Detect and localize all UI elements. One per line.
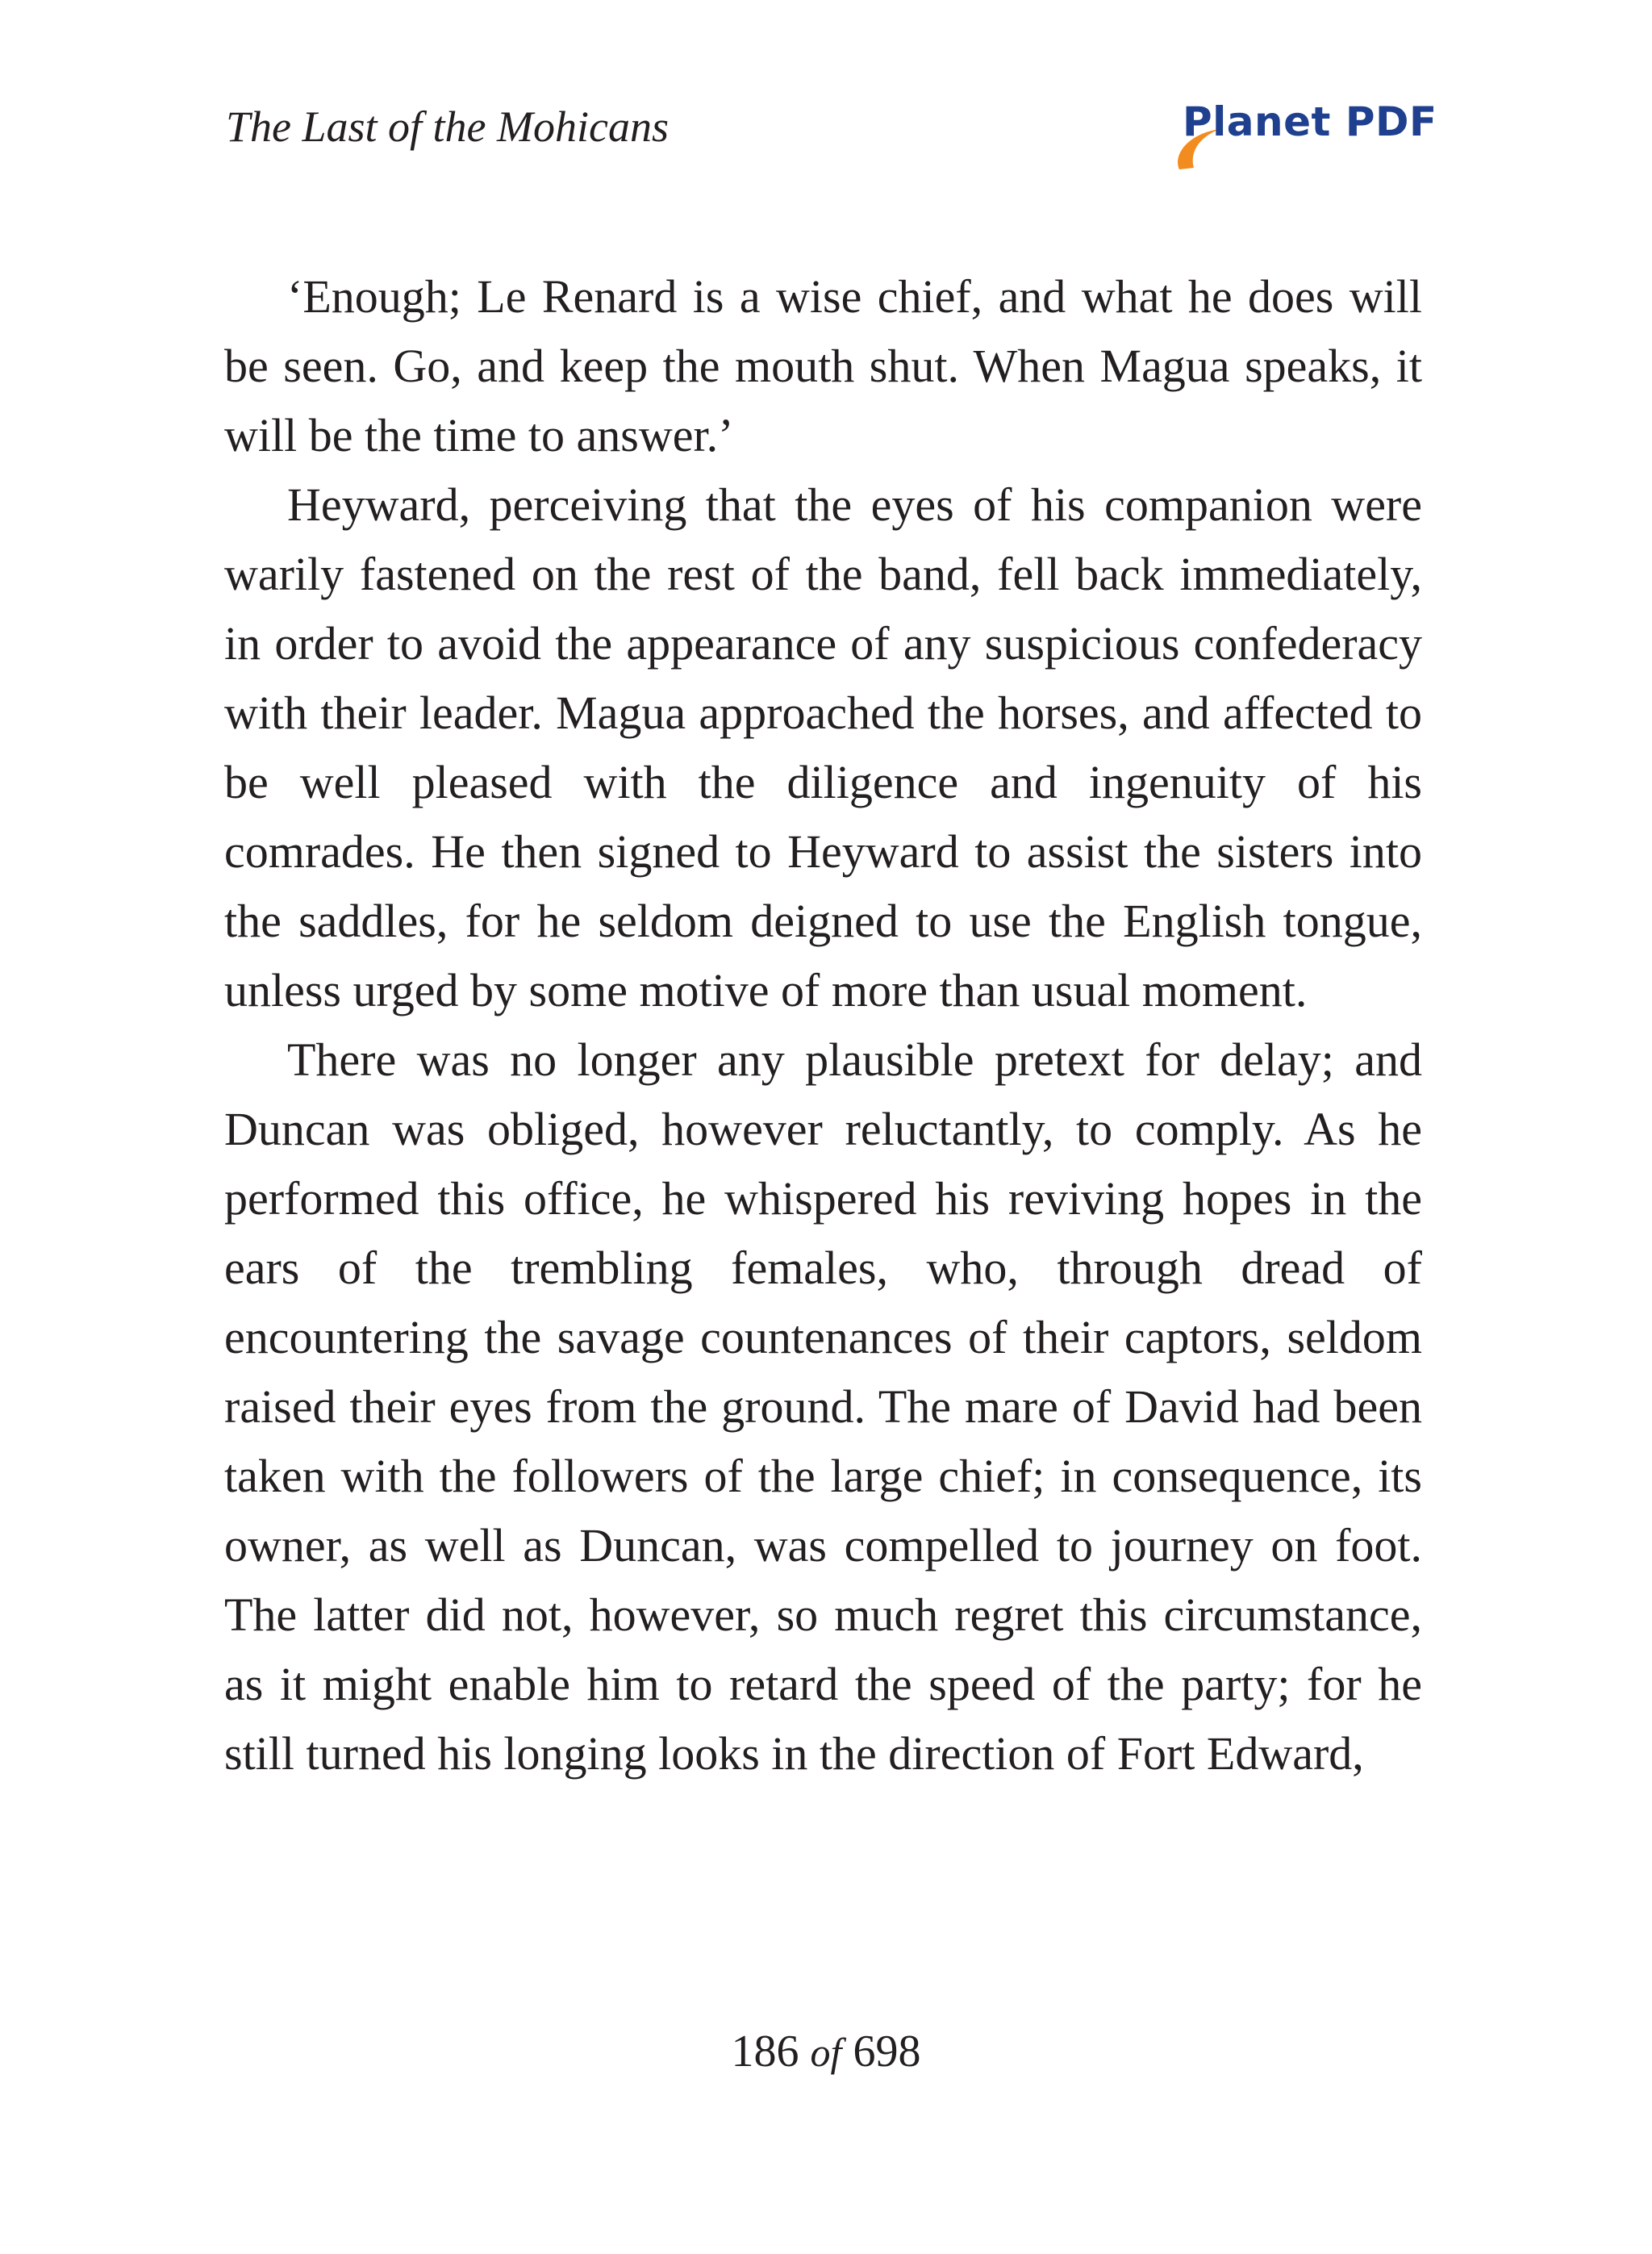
total-pages: 698 bbox=[853, 2027, 921, 2077]
current-page: 186 bbox=[731, 2027, 799, 2077]
planet-pdf-logo bbox=[1171, 98, 1437, 174]
page-number bbox=[0, 2027, 1652, 2077]
paragraph: Heyward, perceiving that the eyes of his companion were warily fastened on the rest of the band, fell back immediately, in order to avoid the appearance of any suspicious confederacy with their leader. Magua approached the horses, and affected to be well pleased with the diligence and ingenuity of his comrades. He then signed to Heyward to assist the sisters into the saddles, for he seldom deigned to use the English tongue, unless urged by some motive of more than usual moment. bbox=[224, 478, 1422, 1016]
book-title: The Last of the Mohicans bbox=[226, 102, 669, 151]
brand-label: Planet PDF bbox=[1183, 98, 1437, 145]
of-label: of bbox=[810, 2030, 842, 2075]
page-body bbox=[224, 262, 1422, 1789]
paragraph: ‘Enough; Le Renard is a wise chief, and what he does will be seen. Go, and keep the mouth shut. When Magua speaks, it will be the time to answer.’ bbox=[224, 270, 1422, 461]
paragraph: There was no longer any plausible pretext for delay; and Duncan was obliged, however reluctantly, to comply. As he performed this office, he whispered his reviving hopes in the ears of the trembling females, who, through dread of encountering the savage countenances of their captors, seldom raised their eyes from the ground. The mare of David had been taken with the followers of the large chief; in consequence, its owner, as well as Duncan, was compelled to journey on foot. The latter did not, however, so much regret this circumstance, as it might enable him to retard the speed of the party; for he still turned his longing looks in the direction of Fort Edward, bbox=[224, 1033, 1422, 1780]
